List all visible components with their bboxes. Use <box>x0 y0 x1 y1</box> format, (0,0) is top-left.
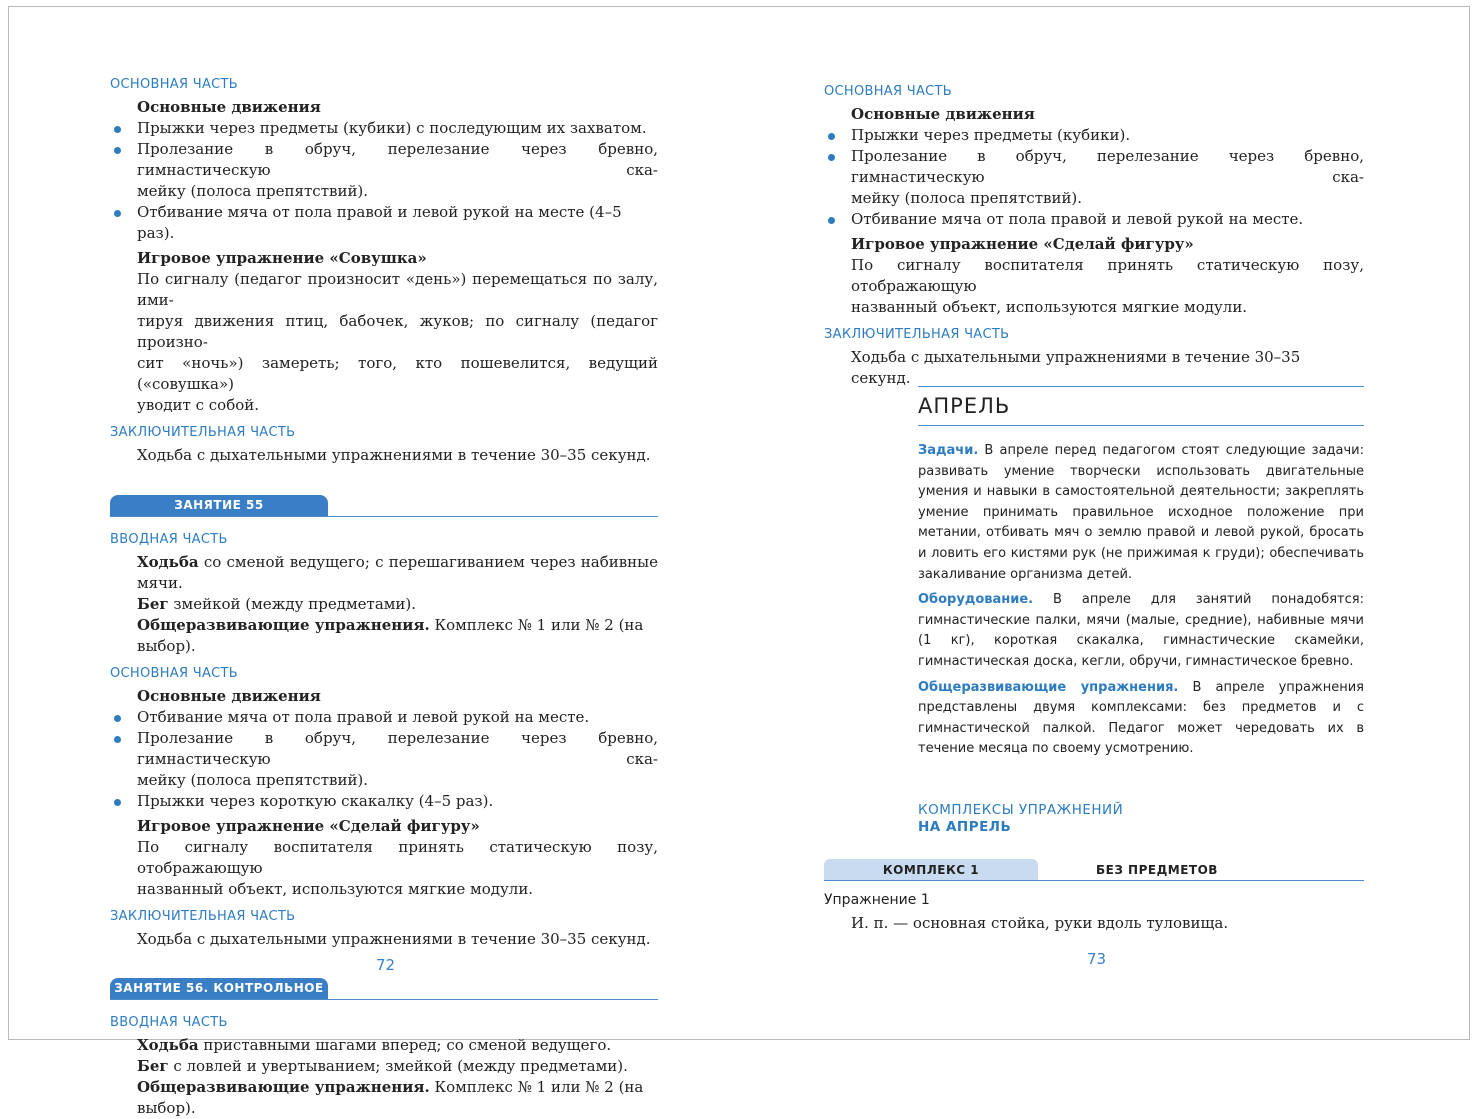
bullet-item: Пролезание в обруч, перелезание через бревно, гимнастическую ска- <box>110 728 658 770</box>
april-top-rule <box>918 386 1364 387</box>
page-number-right: 73 <box>1087 950 1107 968</box>
bullet-item: Отбивание мяча от пола правой и левой рукой на месте. <box>824 209 1364 230</box>
movements-title: Основные движения <box>851 105 1035 123</box>
intro-run: Бег змейкой (между предметами). <box>137 595 417 613</box>
game-text: сит «ночь») замереть; того, кто пошевелится, ведущий («совушка») <box>137 354 658 393</box>
april-title-rule <box>918 425 1364 426</box>
movements-title: Основные движения <box>137 687 321 705</box>
april-tasks: Задачи. В апреле перед педагогом стоят следующие задачи: развивать умение творчески использовать двигательные умения и навыки в самостоятельной деятельности; закреплять умение принимать правильное исходное положение при метании, отбивать мяч о землю правой и левой рукой, бросать и ловить его кистями рук (не прижимая к груди); обеспечивать закаливание организма детей. <box>918 443 1364 582</box>
section-label: ВВОДНАЯ ЧАСТЬ <box>110 532 228 547</box>
game-title: Игровое упражнение «Совушка» <box>137 249 427 267</box>
bullet-item: Отбивание мяча от пола правой и левой рукой на месте. <box>110 707 658 728</box>
section-label: ОСНОВНАЯ ЧАСТЬ <box>110 666 239 681</box>
bullet-item: Пролезание в обруч, перелезание через бревно, гимнастическую ска- <box>110 139 658 181</box>
bullet-item: Прыжки через предметы (кубики) с последующим их захватом. <box>110 118 658 139</box>
game-text: По сигналу воспитателя принять статическую позу, отображающую <box>137 838 658 877</box>
game-text: тируя движения птиц, бабочек, жуков; по сигналу (педагог произно- <box>137 312 658 351</box>
intro-walk-cont: мячи. <box>137 574 183 592</box>
bullet-item: Прыжки через короткую скакалку (4–5 раз). <box>110 791 658 812</box>
movements-title: Основные движения <box>137 98 321 116</box>
game-text: названный объект, используются мягкие модули. <box>851 298 1248 316</box>
section-label: ВВОДНАЯ ЧАСТЬ <box>110 1015 228 1030</box>
game-text: названный объект, используются мягкие модули. <box>137 880 534 898</box>
lesson-banner-label: ЗАНЯТИЕ 56. КОНТРОЛЬНОЕ <box>110 978 328 999</box>
april-exercises: Общеразвивающие упражнения. В апреле упражнения представлены двумя комплексами: без предметов и с гимнастической палкой. Педагог может чередовать их в течение месяца по своему усмотрению. <box>918 679 1364 757</box>
intro-exercises: Общеразвивающие упражнения. Комплекс № 1 или № 2 (на выбор). <box>137 616 644 655</box>
lesson-banner-label: ЗАНЯТИЕ 55 <box>110 495 328 516</box>
page-number-left: 72 <box>376 956 396 974</box>
complexes-heading: КОМПЛЕКСЫ УПРАЖНЕНИЙ НА АПРЕЛЬ <box>918 802 1124 835</box>
exercise-title: Упражнение 1 <box>824 892 930 908</box>
bullet-item: Прыжки через предметы (кубики). <box>824 125 1364 146</box>
complex-tab-bar <box>824 858 1364 881</box>
april-equipment: Оборудование. В апреле для занятий понадобятся: гимнастические палки, мячи (малые, средние), набивные мячи (1 кг), короткая скакалка, гимнастические скамейки, гимнастическая доска, кегли, обручи, гимнастическое бревно. <box>918 592 1364 669</box>
final-text: Ходьба с дыхательными упражнениями в течение 30–35 секунд. <box>137 930 651 948</box>
intro-run: Бег с ловлей и увертыванием; змейкой (между предметами). <box>137 1057 628 1075</box>
bullet-continuation: мейку (полоса препятствий). <box>137 771 369 789</box>
bullet-item: Отбивание мяча от пола правой и левой рукой на месте (4–5 раз). <box>110 202 658 244</box>
lesson-banner <box>110 494 658 517</box>
april-title: АПРЕЛЬ <box>918 394 1011 418</box>
complex-subtitle: БЕЗ ПРЕДМЕТОВ <box>1096 863 1218 877</box>
final-text: Ходьба с дыхательными упражнениями в течение 30–35 секунд. <box>137 446 651 464</box>
section-label: ЗАКЛЮЧИТЕЛЬНАЯ ЧАСТЬ <box>824 327 1010 342</box>
intro-walk: Ходьба приставными шагами вперед; со сменой ведущего. <box>137 1036 612 1054</box>
april-intro <box>918 441 1364 765</box>
section-label: ОСНОВНАЯ ЧАСТЬ <box>110 77 239 92</box>
right-page <box>824 83 1364 389</box>
section-label: ЗАКЛЮЧИТЕЛЬНАЯ ЧАСТЬ <box>110 425 296 440</box>
game-title: Игровое упражнение «Сделай фигуру» <box>137 817 480 835</box>
game-text: уводит с собой. <box>137 396 260 414</box>
complex-tab-label: КОМПЛЕКС 1 <box>824 859 1038 880</box>
bullet-continuation: мейку (полоса препятствий). <box>137 182 369 200</box>
game-title: Игровое упражнение «Сделай фигуру» <box>851 235 1194 253</box>
section-label: ОСНОВНАЯ ЧАСТЬ <box>824 84 953 99</box>
game-text: По сигналу (педагог произносит «день») перемещаться по залу, ими- <box>137 270 658 309</box>
bullet-item: Пролезание в обруч, перелезание через бревно, гимнастическую ска- <box>824 146 1364 188</box>
intro-walk: Ходьба со сменой ведущего; с перешагиванием через набивные <box>137 553 658 571</box>
game-text: По сигналу воспитателя принять статическую позу, отображающую <box>851 256 1364 295</box>
intro-exercises: Общеразвивающие упражнения. Комплекс № 1 или № 2 (на выбор). <box>137 1078 644 1117</box>
section-label: ЗАКЛЮЧИТЕЛЬНАЯ ЧАСТЬ <box>110 909 296 924</box>
lesson-banner <box>110 977 658 1000</box>
final-text: Ходьба с дыхательными упражнениями в течение 30–35 секунд. <box>851 348 1301 387</box>
bullet-continuation: мейку (полоса препятствий). <box>851 189 1083 207</box>
exercise-text: И. п. — основная стойка, руки вдоль туловища. <box>851 914 1229 932</box>
